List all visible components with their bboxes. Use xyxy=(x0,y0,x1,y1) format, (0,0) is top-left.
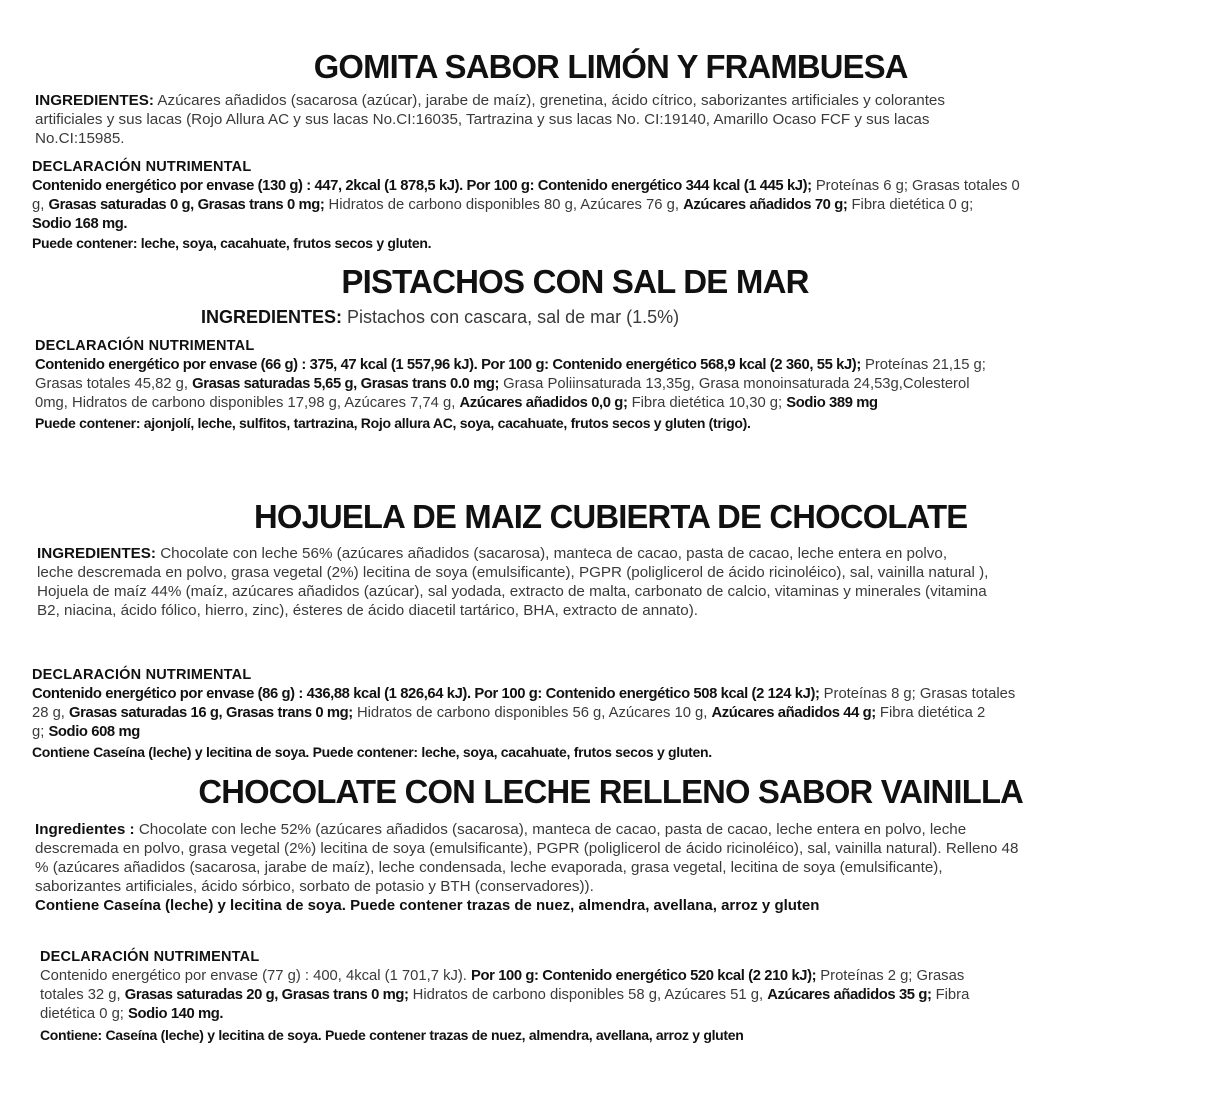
ingredients-text: No.CI:15985. xyxy=(35,130,125,147)
sodium-value: Sodio 608 mg xyxy=(48,724,140,740)
nutrient-values: Proteínas 21,15 g; xyxy=(860,357,986,373)
nutrient-values: Proteínas 2 g; Grasas xyxy=(816,968,965,984)
nutrient-values: Grasas totales 45,82 g, xyxy=(35,376,193,392)
ingredients-label: INGREDIENTES: xyxy=(37,545,156,562)
ingredients-text: Azúcares añadidos (sacarosa (azúcar), jarabe de maíz), grenetina, ácido cítrico, saborizantes artificiales y colorantes xyxy=(153,92,945,109)
nutrition-declaration xyxy=(40,967,1210,1024)
product-title: CHOCOLATE CON LECHE RELLENO SABOR VAINILLA xyxy=(198,773,1024,810)
nutrient-values: Hidratos de carbono disponibles 80 g, Azúcares 76 g, xyxy=(324,197,684,213)
allergen-warning: Puede contener: leche, soya, cacahuate, frutos secos y gluten. xyxy=(32,235,432,251)
added-sugar-value: Azúcares añadidos 35 g; xyxy=(767,987,932,1003)
nutrient-values: Proteínas 6 g; Grasas totales 0 xyxy=(811,178,1020,194)
ingredients-text: artificiales y sus lacas (Rojo Allura AC y sus lacas No.CI:16035, Tartrazina y sus lacas No. CI:19140, Amarillo Ocaso FCF y sus lacas xyxy=(35,111,930,128)
nutrient-values: 28 g, xyxy=(32,705,70,721)
nutrition-declaration xyxy=(32,685,1202,742)
nutrient-values: Fibra dietética 0 g; xyxy=(847,197,974,213)
nutrient-values: Fibra xyxy=(931,987,970,1003)
nutrient-values: dietética 0 g; xyxy=(40,1006,129,1022)
nutrient-values: Hidratos de carbono disponibles 58 g, Azúcares 51 g, xyxy=(408,987,768,1003)
added-sugar-value: Azúcares añadidos 44 g; xyxy=(711,705,876,721)
nutrient-values: Contenido energético por envase (77 g) : 400, 4kcal (1 701,7 kJ). xyxy=(40,968,472,984)
fat-values: Grasas saturadas 16 g, Grasas trans 0 mg; xyxy=(69,705,353,721)
ingredients-text: saborizantes artificiales, ácido sórbico, sorbato de potasio y BTH (conservadores)). xyxy=(35,878,594,895)
energy-content: Contenido energético por envase (86 g) : 436,88 kcal (1 826,64 kJ). Por 100 g: Contenido energético 508 kcal (2 124 kJ); xyxy=(32,686,820,702)
ingredients-block xyxy=(35,91,1205,148)
nutrition-heading: DECLARACIÓN NUTRIMENTAL xyxy=(32,159,252,175)
fat-values: Grasas saturadas 0 g, Grasas trans 0 mg; xyxy=(48,197,325,213)
nutrition-declaration xyxy=(35,356,1205,413)
ingredients-label: INGREDIENTES: xyxy=(201,307,343,327)
nutrition-declaration xyxy=(32,177,1202,234)
nutrient-values: Proteínas 8 g; Grasas totales xyxy=(819,686,1016,702)
allergen-label: Contiene: xyxy=(40,1027,102,1043)
nutrient-values: g, xyxy=(32,197,49,213)
nutrient-values: Hidratos de carbono disponibles 56 g, Azúcares 10 g, xyxy=(352,705,712,721)
allergen-warning: Contiene Caseína (leche) y lecitina de soya. Puede contener: leche, soya, cacahuate, frutos secos y gluten. xyxy=(32,744,712,760)
allergen-warning: Puede contener: ajonjolí, leche, sulfitos, tartrazina, Rojo allura AC, soya, cacahuate, frutos secos y gluten (trigo). xyxy=(35,415,751,431)
allergen-warning xyxy=(40,1026,744,1044)
sodium-value: Sodio 389 mg xyxy=(786,395,878,411)
added-sugar-value: Azúcares añadidos 70 g; xyxy=(683,197,848,213)
ingredients-block xyxy=(201,306,679,328)
contains-statement: Contiene Caseína (leche) y lecitina de soya. Puede contener trazas de nuez, almendra, avellana, arroz y gluten xyxy=(35,897,820,914)
ingredients-text: Pistachos con cascara, sal de mar (1.5%) xyxy=(342,307,680,327)
fat-values: Grasas saturadas 20 g, Grasas trans 0 mg; xyxy=(124,987,409,1003)
ingredients-text: descremada en polvo, grasa vegetal (2%) lecitina de soya (emulsificante), PGPR (poliglicerol de ácido ricinoléico), sal, vainilla natural). Relleno 48 xyxy=(35,840,1019,857)
ingredients-text: Chocolate con leche 56% (azúcares añadidos (sacarosa), manteca de cacao, pasta de cacao, leche entera en polvo, xyxy=(155,545,948,562)
product-title: PISTACHOS CON SAL DE MAR xyxy=(341,263,809,300)
nutrient-values: Fibra dietética 10,30 g; xyxy=(627,395,787,411)
product-title: HOJUELA DE MAIZ CUBIERTA DE CHOCOLATE xyxy=(254,498,968,535)
nutrient-values: Fibra dietética 2 xyxy=(875,705,986,721)
allergen-text: Caseína (leche) y lecitina de soya. Puede contener trazas de nuez, almendra, avellana, arroz y gluten xyxy=(101,1027,744,1043)
product-title: GOMITA SABOR LIMÓN Y FRAMBUESA xyxy=(313,48,908,85)
ingredients-label: INGREDIENTES: xyxy=(35,92,154,109)
sodium-value: Sodio 168 mg. xyxy=(32,216,128,232)
nutrient-values: 0mg, Hidratos de carbono disponibles 17,98 g, Azúcares 7,74 g, xyxy=(35,395,460,411)
nutrition-heading: DECLARACIÓN NUTRIMENTAL xyxy=(35,338,255,354)
ingredients-block xyxy=(37,544,1207,620)
energy-content: Por 100 g: Contenido energético 520 kcal (2 210 kJ); xyxy=(471,968,817,984)
ingredients-text: Hojuela de maíz 44% (maíz, azúcares añadidos (azúcar), sal yodada, extracto de malta, carbonato de calcio, vitaminas y minerales (vitamina xyxy=(37,583,987,600)
ingredients-text: leche descremada en polvo, grasa vegetal (2%) lecitina de soya (emulsificante), PGPR (poliglicerol de ácido ricinoléico), sal, vainilla natural ), xyxy=(37,564,989,581)
nutrient-values: Grasa Poliinsaturada 13,35g, Grasa monoinsaturada 24,53g,Colesterol xyxy=(499,376,970,392)
ingredients-text: Chocolate con leche 52% (azúcares añadidos (sacarosa), manteca de cacao, pasta de cacao, leche entera en polvo, leche xyxy=(134,821,967,838)
nutrient-values: g; xyxy=(32,724,49,740)
fat-values: Grasas saturadas 5,65 g, Grasas trans 0.0 mg; xyxy=(192,376,499,392)
nutrition-heading: DECLARACIÓN NUTRIMENTAL xyxy=(40,949,260,965)
added-sugar-value: Azúcares añadidos 0,0 g; xyxy=(459,395,628,411)
sodium-value: Sodio 140 mg. xyxy=(128,1006,224,1022)
nutrient-values: totales 32 g, xyxy=(40,987,125,1003)
energy-content: Contenido energético por envase (130 g) : 447, 2kcal (1 878,5 kJ). Por 100 g: Contenido energético 344 kcal (1 445 kJ); xyxy=(32,178,812,194)
ingredients-text: B2, niacina, ácido fólico, hierro, zinc), ésteres de ácido diacetil tartárico, BHA, extracto de annato). xyxy=(37,602,698,619)
ingredients-text: % (azúcares añadidos (sacarosa, jarabe de maíz), leche condensada, leche evaporada, grasa vegetal, lecitina de soya (emulsificante), xyxy=(35,859,943,876)
ingredients-label: Ingredientes : xyxy=(35,821,135,838)
ingredients-block xyxy=(35,820,1205,915)
nutrition-heading: DECLARACIÓN NUTRIMENTAL xyxy=(32,667,252,683)
energy-content: Contenido energético por envase (66 g) : 375, 47 kcal (1 557,96 kJ). Por 100 g: Contenido energético 568,9 kcal (2 360, 55 kJ); xyxy=(35,357,861,373)
